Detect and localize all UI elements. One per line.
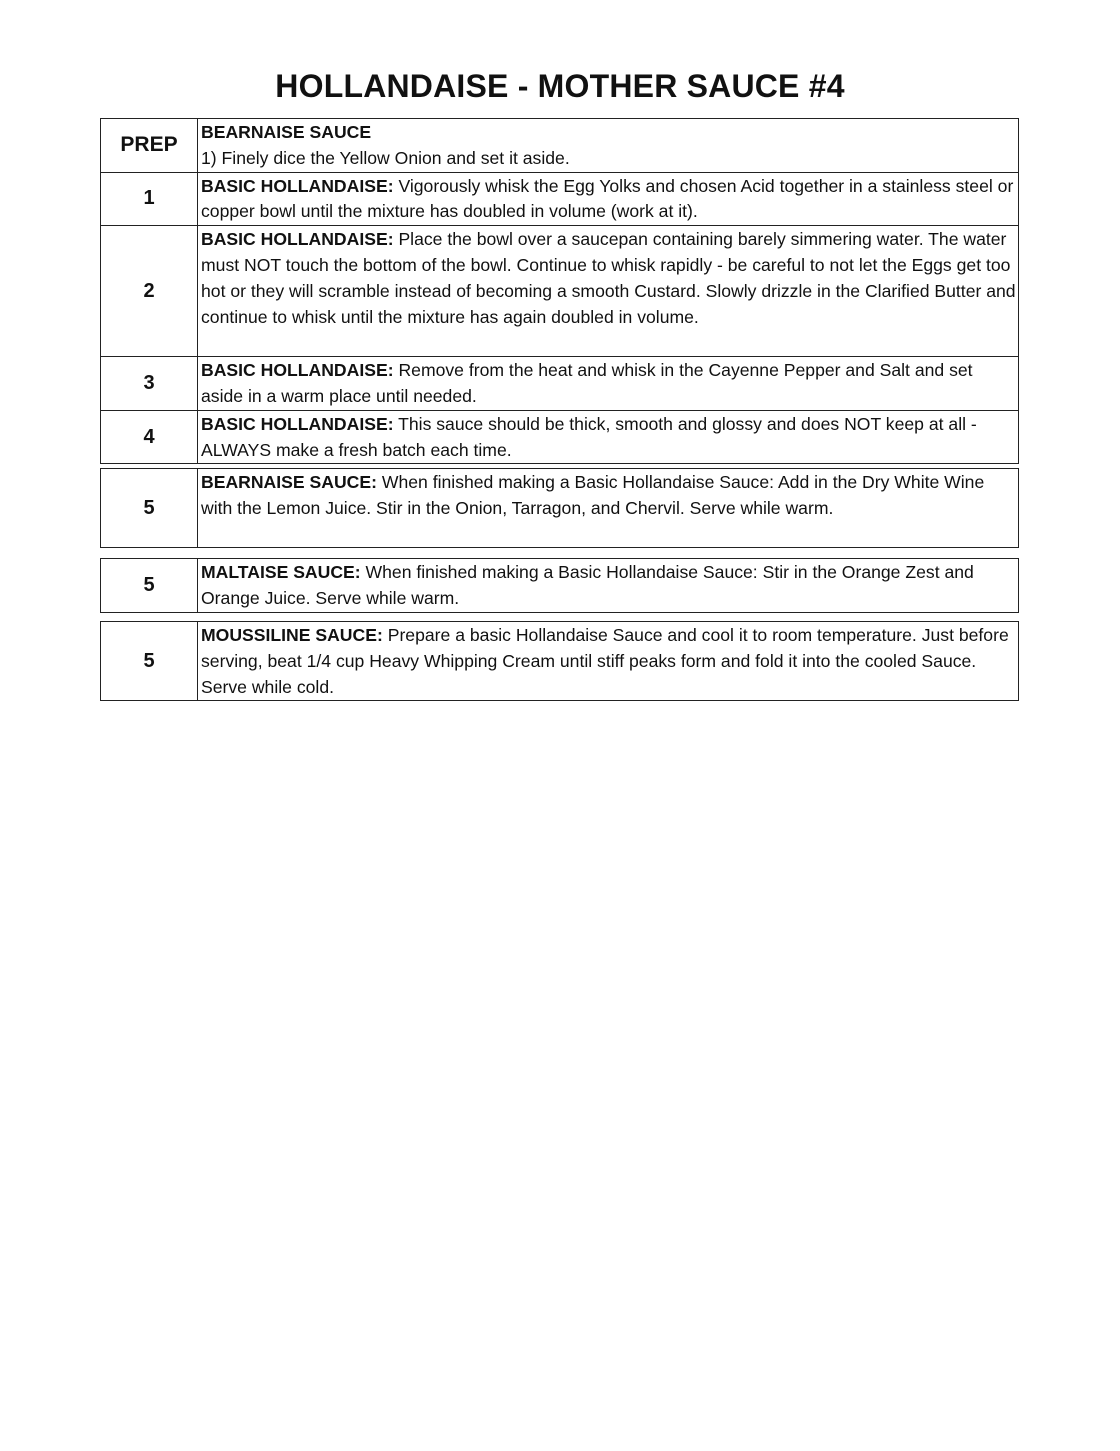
table-row (101, 469, 1019, 548)
step-instruction (198, 469, 1019, 548)
step-heading: BASIC HOLLANDAISE: (201, 229, 394, 250)
step-heading: MALTAISE SAUCE: (201, 562, 361, 582)
step-text: Remove from the heat and whisk in the Cayenne Pepper and Salt and set aside in a warm place until needed. (201, 360, 973, 406)
variation-table-maltaise (100, 558, 1019, 613)
step-instruction (198, 410, 1019, 464)
step-text: Place the bowl over a saucepan containing barely simmering water. The water must NOT touch the bottom of the bowl. Continue to whisk rapidly - be careful to not let the Eggs get too hot or they will scramble instead of becoming a smooth Custard. Slowly drizzle in the Clarified Butter and continue to whisk until the mixture has again doubled in volume. (201, 229, 1016, 327)
step-number: 2 (101, 226, 198, 357)
variation-table-moussiline (100, 621, 1019, 701)
step-number: 3 (101, 357, 198, 411)
table-row (101, 226, 1019, 357)
step-heading: MOUSSILINE SAUCE: (201, 625, 383, 645)
step-number: 1 (101, 172, 198, 226)
step-heading: BEARNAISE SAUCE: (201, 472, 377, 492)
step-number: PREP (101, 119, 198, 173)
table-row (101, 559, 1019, 613)
step-instruction (198, 172, 1019, 226)
step-number: 5 (101, 559, 198, 613)
table-row (101, 622, 1019, 701)
step-heading: BEARNAISE SAUCE (201, 122, 372, 142)
steps-table-main (100, 118, 1019, 464)
step-instruction (198, 119, 1019, 173)
step-instruction (198, 357, 1019, 411)
table-row (101, 357, 1019, 411)
step-number: 4 (101, 410, 198, 464)
step-text: When finished making a Basic Hollandaise Sauce: Stir in the Orange Zest and Orange Juice. Serve while warm. (201, 562, 974, 608)
step-text: This sauce should be thick, smooth and glossy and does NOT keep at all - ALWAYS make a fresh batch each time. (201, 413, 977, 460)
step-number: 5 (101, 469, 198, 548)
table-row (101, 119, 1019, 173)
step-text: Vigorously whisk the Egg Yolks and chosen Acid together in a stainless steel or copper bowl until the mixture has doubled in volume (work at it). (201, 175, 1014, 222)
step-instruction (198, 226, 1019, 357)
table-row (101, 410, 1019, 464)
step-heading: BASIC HOLLANDAISE: (201, 413, 394, 434)
page-title: HOLLANDAISE - MOTHER SAUCE #4 (275, 68, 845, 104)
variation-table-bearnaise (100, 468, 1019, 548)
step-text: 1) Finely dice the Yellow Onion and set it aside. (201, 147, 570, 168)
step-heading: BASIC HOLLANDAISE: (201, 175, 394, 196)
step-instruction (198, 559, 1019, 613)
step-instruction (198, 622, 1019, 701)
table-row (101, 172, 1019, 226)
step-text: When finished making a Basic Hollandaise Sauce: Add in the Dry White Wine with the Lemon Juice. Stir in the Onion, Tarragon, and Chervil. Serve while warm. (201, 472, 985, 518)
step-number: 5 (101, 622, 198, 701)
step-heading: BASIC HOLLANDAISE: (201, 360, 394, 381)
step-text: Prepare a basic Hollandaise Sauce and cool it to room temperature. Just before serving, beat 1/4 cup Heavy Whipping Cream until stiff peaks form and fold it into the cooled Sauce. Serve while cold. (201, 625, 1009, 697)
